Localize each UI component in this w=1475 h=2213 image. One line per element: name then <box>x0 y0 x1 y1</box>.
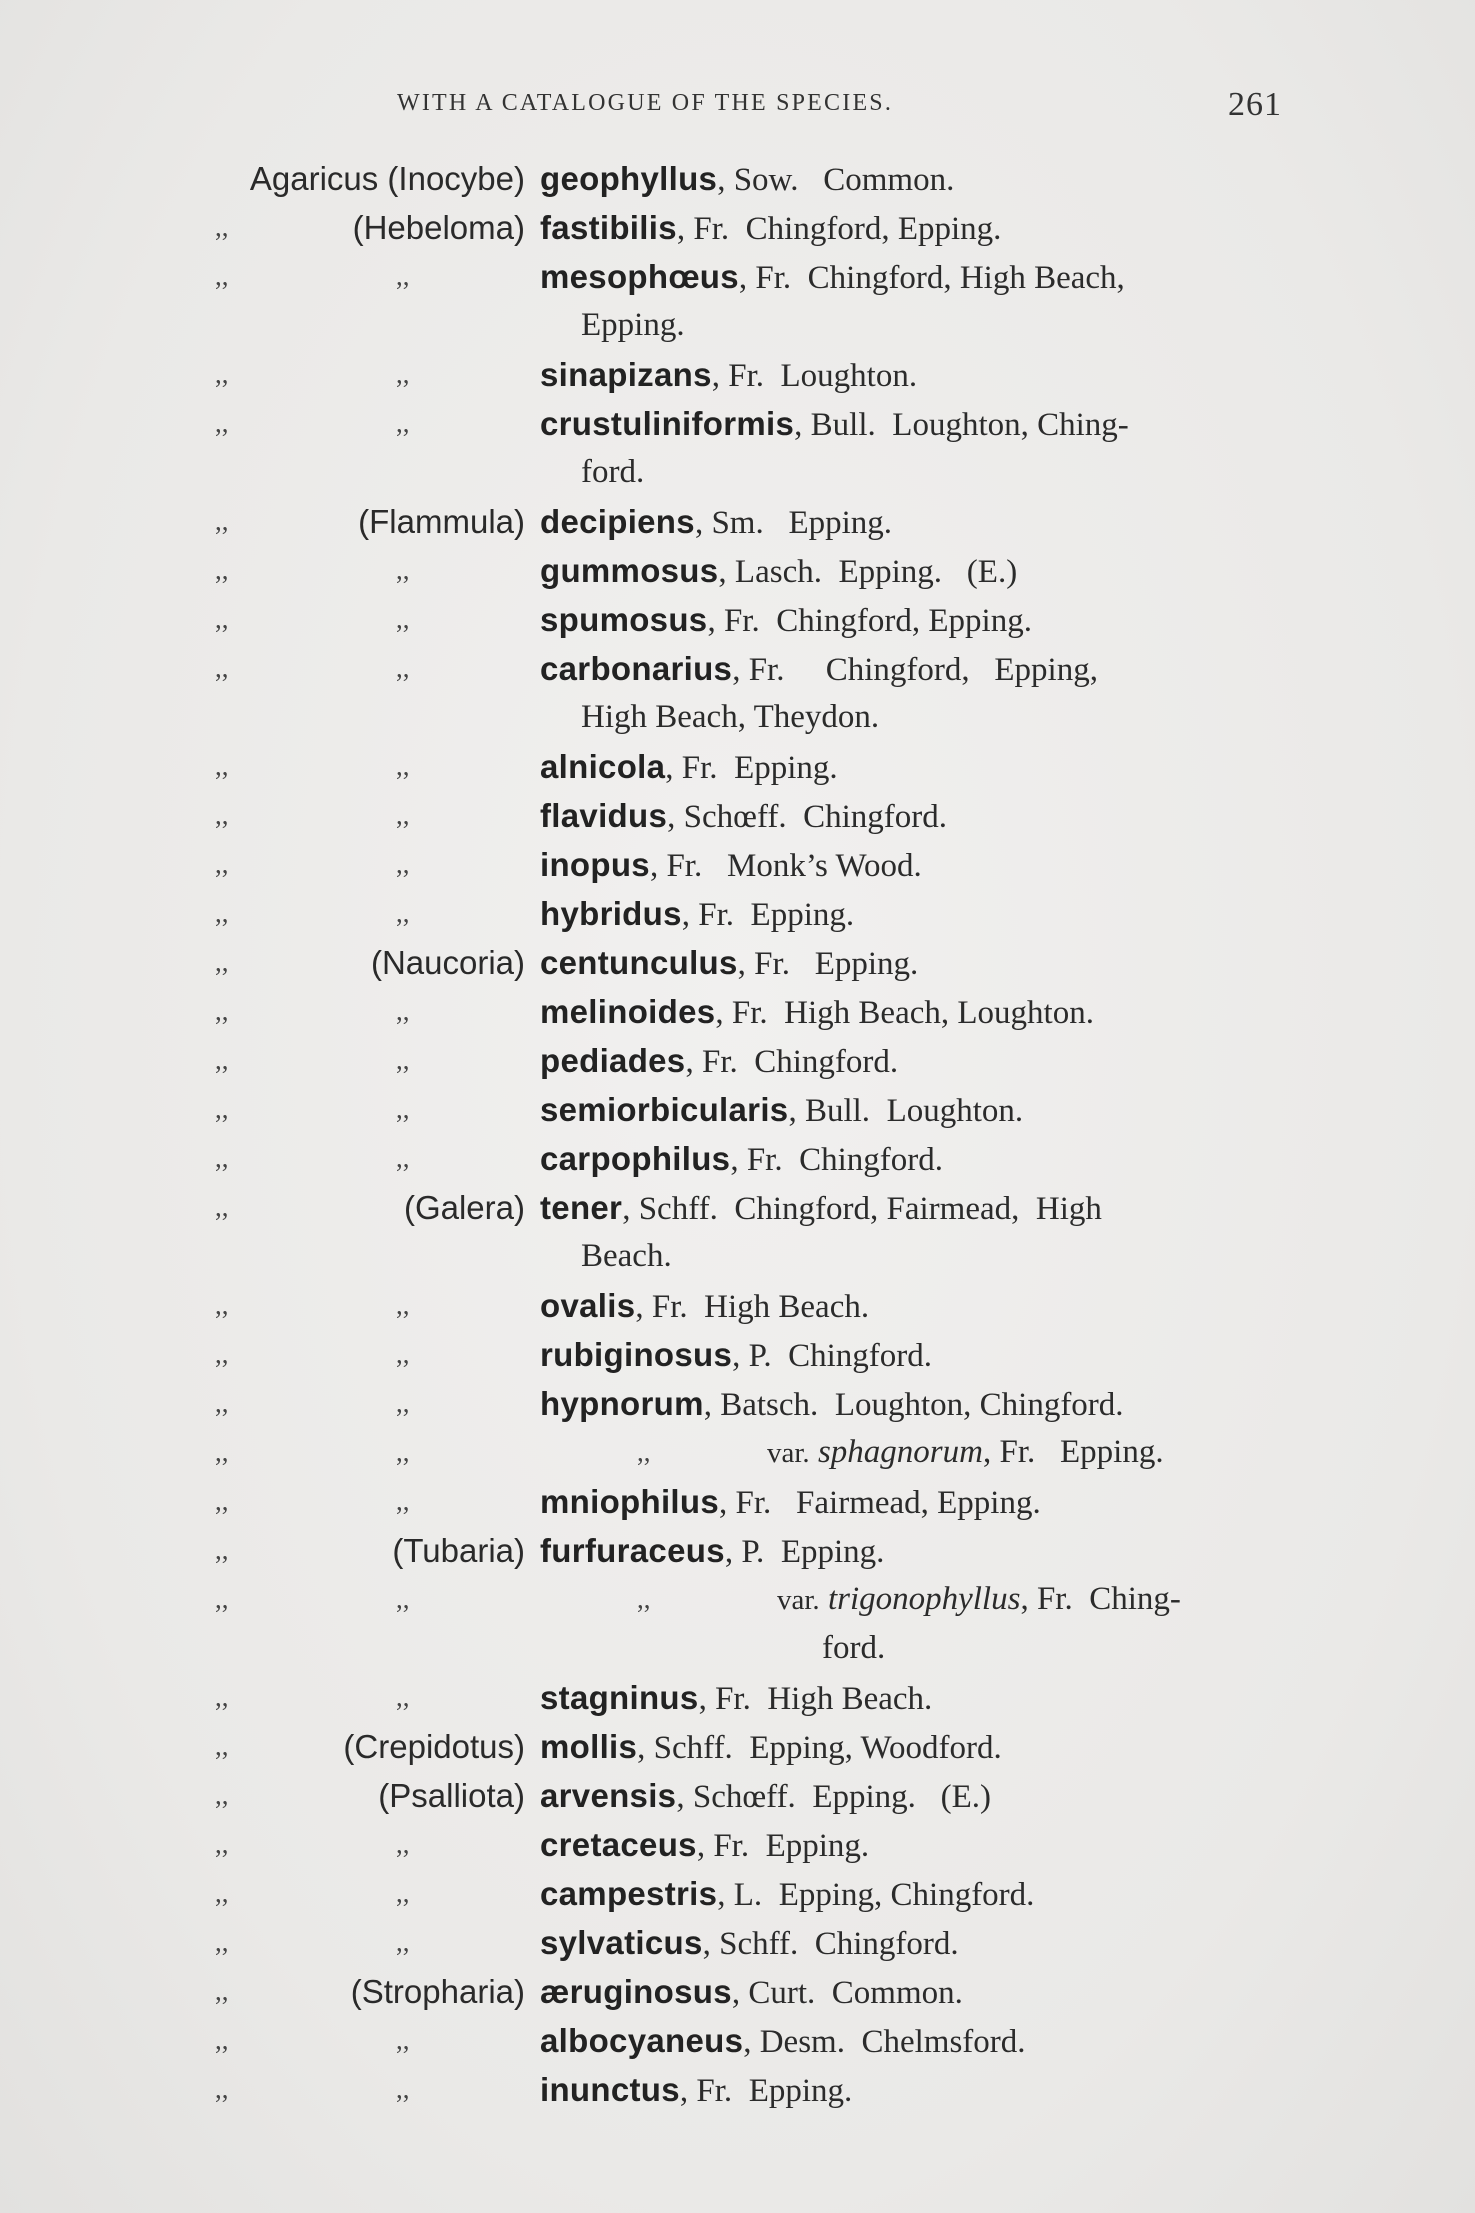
spacer <box>845 2024 862 2060</box>
author-citation: , Sow. <box>717 162 799 198</box>
locality-text: Chingford. <box>803 799 947 835</box>
locality-text: Common. <box>823 162 955 198</box>
species-name: cretaceus <box>540 1826 697 1863</box>
ditto-mark: ,, <box>396 898 410 928</box>
continuation-text: ford. <box>822 1630 886 1666</box>
species-name: carbonarius <box>540 650 733 687</box>
variety-label: var. <box>777 1584 820 1616</box>
author-citation: , Desm. <box>743 2024 845 2060</box>
spacer <box>771 1485 796 1521</box>
species-entry <box>540 258 1125 297</box>
spacer <box>764 358 781 394</box>
species-name: tener <box>540 1189 623 1226</box>
ditto-mark: ,, <box>396 1143 410 1173</box>
catalogue-entry <box>0 503 1475 552</box>
species-entry <box>540 993 1094 1032</box>
author-citation: , Fr. <box>732 652 785 688</box>
catalogue-entry <box>0 1728 1475 1777</box>
species-entry <box>540 748 838 787</box>
locality-text: Chingford, Fairmead, High <box>734 1191 1102 1227</box>
spacer <box>815 1975 832 2011</box>
species-entry <box>540 2071 852 2110</box>
genus-name: (Psalliota) <box>378 1777 525 1814</box>
spacer <box>732 2073 749 2109</box>
species-name: albocyaneus <box>540 2022 744 2059</box>
species-entry <box>540 1483 1041 1522</box>
catalogue-entry <box>0 1189 1475 1238</box>
spacer <box>738 1044 755 1080</box>
species-entry <box>540 1189 1102 1228</box>
author-citation: , Schœff. <box>676 1779 796 1815</box>
species-entry <box>540 160 954 199</box>
species-entry <box>540 209 1001 248</box>
catalogue-entry <box>0 1385 1475 1434</box>
catalogue-entry <box>0 895 1475 944</box>
author-citation: , Fr. <box>715 995 768 1031</box>
species-name: rubiginosus <box>540 1336 733 1373</box>
spacer <box>764 505 789 541</box>
species-entry <box>540 1287 869 1326</box>
ditto-mark: ,, <box>215 1535 229 1565</box>
author-citation: , L. <box>717 1877 763 1913</box>
page-number: 261 <box>1228 86 1282 123</box>
spacer <box>734 897 751 933</box>
species-name: gummosus <box>540 552 719 589</box>
catalogue-entry <box>0 1140 1475 1189</box>
species-name: spumosus <box>540 601 708 638</box>
catalogue-entry <box>0 405 1475 454</box>
author-citation: , Fr. <box>1020 1581 1073 1617</box>
author-citation: , Fr. <box>719 1485 772 1521</box>
locality-text: Loughton, Chingford. <box>834 1387 1124 1423</box>
species-entry <box>540 1679 932 1718</box>
catalogue-entry <box>0 258 1475 307</box>
locality-text: Epping. (E.) <box>812 1779 992 1815</box>
spacer <box>783 1142 800 1178</box>
author-citation: , Fr. <box>982 1434 1036 1470</box>
genus-name: (Tubaria) <box>392 1532 525 1569</box>
species-entry <box>540 1140 943 1179</box>
ditto-mark: ,, <box>215 1192 229 1222</box>
running-head: WITH A CATALOGUE OF THE SPECIES. <box>397 90 894 116</box>
species-entry <box>540 1042 898 1081</box>
spacer <box>1035 1434 1060 1470</box>
species-name: inopus <box>540 846 650 883</box>
author-citation: , Bull. <box>794 407 876 443</box>
catalogue-entry <box>0 601 1475 650</box>
species-entry <box>540 1973 963 2012</box>
spacer <box>787 799 804 835</box>
author-citation: , Batsch. <box>703 1387 819 1423</box>
species-entry <box>777 1581 1181 1618</box>
spacer <box>796 1779 813 1815</box>
catalogue-entry <box>0 1581 1475 1630</box>
ditto-mark: ,, <box>215 212 229 242</box>
locality-text: Chingford, Epping, <box>825 652 1098 688</box>
continuation-text: Beach. <box>581 1238 672 1274</box>
catalogue-entry <box>0 1973 1475 2022</box>
locality-text: Chingford. <box>799 1142 944 1178</box>
ditto-mark: ,, <box>396 1486 410 1516</box>
locality-text: Loughton, Ching- <box>892 407 1129 443</box>
species-name: arvensis <box>540 1777 677 1814</box>
locality-text: Epping. <box>780 1534 885 1570</box>
ditto-mark: ,, <box>396 2074 410 2104</box>
ditto-mark: ,, <box>215 1339 229 1369</box>
ditto-mark: ,, <box>396 1927 410 1957</box>
spacer <box>688 1289 705 1325</box>
genus-name: (Flammula) <box>358 503 525 540</box>
ditto-mark: ,, <box>215 506 229 536</box>
ditto-mark: ,, <box>215 1388 229 1418</box>
species-catalogue <box>0 160 1475 2120</box>
ditto-mark: ,, <box>396 1388 410 1418</box>
catalogue-entry <box>0 1287 1475 1336</box>
continuation-text: Epping. <box>581 307 685 343</box>
species-name: campestris <box>540 1875 718 1912</box>
species-name: sylvaticus <box>540 1924 703 1961</box>
species-entry <box>540 503 892 542</box>
page-header <box>0 86 1475 123</box>
ditto-mark: ,, <box>215 996 229 1026</box>
entry-continuation-line <box>0 454 1475 503</box>
species-name: fastibilis <box>540 209 677 246</box>
ditto-mark: ,, <box>396 359 410 389</box>
ditto-mark: ,, <box>215 2025 229 2055</box>
catalogue-entry <box>0 1875 1475 1924</box>
author-citation: , Schff. <box>622 1191 718 1227</box>
spacer <box>764 1534 781 1570</box>
ditto-mark: ,, <box>215 1094 229 1124</box>
locality-text: Epping, Woodford. <box>749 1730 1002 1766</box>
species-name: semiorbicularis <box>540 1091 789 1128</box>
ditto-mark: ,, <box>215 751 229 781</box>
ditto-mark: ,, <box>215 1486 229 1516</box>
spacer <box>718 1191 735 1227</box>
ditto-mark: ,, <box>396 1437 410 1467</box>
variety-name: trigonophyllus <box>827 1581 1021 1617</box>
catalogue-entry <box>0 1532 1475 1581</box>
catalogue-entry <box>0 797 1475 846</box>
catalogue-entry <box>0 1336 1475 1385</box>
ditto-mark: ,, <box>215 1682 229 1712</box>
ditto-mark: ,, <box>215 849 229 879</box>
species-entry <box>540 1336 932 1375</box>
author-citation: , Fr. <box>698 1681 751 1717</box>
spacer <box>791 260 808 296</box>
locality-text: Monk’s Wood. <box>726 848 922 884</box>
ditto-mark: ,, <box>215 1143 229 1173</box>
ditto-mark: ,, <box>396 800 410 830</box>
spacer <box>718 750 735 786</box>
species-name: stagninus <box>540 1679 699 1716</box>
ditto-mark: ,, <box>215 1290 229 1320</box>
species-entry <box>540 1385 1124 1424</box>
catalogue-entry <box>0 2022 1475 2071</box>
author-citation: , Schœff. <box>667 799 787 835</box>
entry-continuation-line <box>0 307 1475 356</box>
spacer <box>1073 1581 1090 1617</box>
spacer <box>702 848 727 884</box>
locality-text: Epping. <box>748 2073 853 2109</box>
locality-text: Loughton. <box>780 358 918 394</box>
spacer <box>733 1730 750 1766</box>
species-entry <box>540 895 854 934</box>
author-citation: , Fr. <box>665 750 718 786</box>
spacer <box>762 1877 779 1913</box>
catalogue-entry <box>0 356 1475 405</box>
species-entry <box>540 1875 1034 1914</box>
locality-text: Epping. <box>765 1828 870 1864</box>
ditto-mark: ,, <box>396 849 410 879</box>
genus-name: (Galera) <box>403 1189 525 1226</box>
locality-text: Common. <box>831 1975 963 2011</box>
species-name: centunculus <box>540 944 738 981</box>
ditto-mark: ,, <box>215 1976 229 2006</box>
genus-name: (Naucoria) <box>370 944 525 981</box>
locality-text: Chelmsford. <box>861 2024 1026 2060</box>
species-entry <box>540 650 1098 689</box>
ditto-mark: ,, <box>396 1094 410 1124</box>
ditto-mark: ,, <box>215 261 229 291</box>
species-name: mniophilus <box>540 1483 719 1520</box>
locality-text: High Beach, Loughton. <box>784 995 1094 1031</box>
species-entry <box>540 405 1129 444</box>
author-citation: , Sm. <box>694 505 764 541</box>
species-name: hybridus <box>540 895 682 932</box>
author-citation: , Fr. <box>737 946 790 982</box>
species-name: alnicola <box>540 748 666 785</box>
entry-continuation-line <box>0 1630 1475 1679</box>
species-name: mesophœus <box>540 258 739 295</box>
catalogue-entry <box>0 650 1475 699</box>
species-entry <box>540 552 1017 591</box>
genus-name: (Crepidotus) <box>343 1728 525 1765</box>
species-name: furfuraceus <box>540 1532 725 1569</box>
ditto-mark: ,, <box>215 1829 229 1859</box>
spacer <box>798 1926 815 1962</box>
species-name: hypnorum <box>540 1385 704 1422</box>
catalogue-entry <box>0 2071 1475 2120</box>
locality-text: Epping. <box>750 897 855 933</box>
catalogue-entry <box>0 1924 1475 1973</box>
ditto-mark: ,, <box>396 996 410 1026</box>
spacer <box>818 1387 835 1423</box>
species-name: æruginosus <box>540 1973 732 2010</box>
species-entry <box>540 1826 869 1865</box>
species-entry <box>540 601 1032 640</box>
locality-text: Chingford. <box>754 1044 899 1080</box>
species-name: pediades <box>540 1042 686 1079</box>
ditto-mark: ,, <box>215 1878 229 1908</box>
catalogue-entry <box>0 944 1475 993</box>
ditto-mark: ,, <box>637 1584 651 1614</box>
author-citation: , Fr. <box>711 358 765 394</box>
catalogue-entry <box>0 1483 1475 1532</box>
ditto-mark: ,, <box>215 1927 229 1957</box>
ditto-mark: ,, <box>215 359 229 389</box>
catalogue-entry <box>0 1434 1475 1483</box>
locality-text: Chingford. <box>788 1338 933 1374</box>
species-name: mollis <box>540 1728 638 1765</box>
spacer <box>876 407 893 443</box>
author-citation: , Fr. <box>676 211 730 247</box>
author-citation: , Fr. <box>696 1828 750 1864</box>
author-citation: , Lasch. <box>718 554 822 590</box>
species-entry <box>540 1728 1002 1767</box>
ditto-mark: ,, <box>215 604 229 634</box>
locality-text: Ching- <box>1089 1581 1181 1617</box>
catalogue-entry <box>0 1091 1475 1140</box>
species-entry <box>540 1777 991 1816</box>
catalogue-entry <box>0 1679 1475 1728</box>
species-entry <box>540 846 922 885</box>
ditto-mark: ,, <box>396 1584 410 1614</box>
author-citation: , Fr. <box>707 603 760 639</box>
ditto-mark: ,, <box>215 1731 229 1761</box>
locality-text: Epping, Chingford. <box>778 1877 1035 1913</box>
species-name: flavidus <box>540 797 668 834</box>
ditto-mark: ,, <box>396 1682 410 1712</box>
spacer <box>729 211 746 247</box>
catalogue-entry <box>0 846 1475 895</box>
locality-text: Chingford, High Beach, <box>807 260 1125 296</box>
species-entry <box>767 1434 1164 1471</box>
catalogue-entry <box>0 1826 1475 1875</box>
catalogue-entry <box>0 160 1475 209</box>
author-citation: , Fr. <box>649 848 703 884</box>
locality-text: Chingford. <box>814 1926 959 1962</box>
species-entry <box>540 1924 959 1963</box>
author-citation: , Schff. <box>702 1926 799 1962</box>
species-name: geophyllus <box>540 160 718 197</box>
ditto-mark: ,, <box>396 1829 410 1859</box>
ditto-mark: ,, <box>215 1437 229 1467</box>
genus-name: Agaricus (Inocybe) <box>249 160 525 197</box>
ditto-mark: ,, <box>215 2074 229 2104</box>
catalogue-entry <box>0 1777 1475 1826</box>
genus-name: (Hebeloma) <box>352 209 525 246</box>
spacer <box>749 1828 766 1864</box>
ditto-mark: ,, <box>396 555 410 585</box>
species-entry <box>540 1091 1023 1130</box>
ditto-mark: ,, <box>396 1290 410 1320</box>
author-citation: , Bull. <box>788 1093 871 1129</box>
entry-continuation-line <box>0 1238 1475 1287</box>
locality-text: Epping. <box>814 946 919 982</box>
author-citation: , Fr. <box>635 1289 688 1325</box>
ditto-mark: ,, <box>396 1878 410 1908</box>
ditto-mark: ,, <box>396 2025 410 2055</box>
catalogue-entry <box>0 993 1475 1042</box>
spacer <box>870 1093 887 1129</box>
locality-text: Loughton. <box>886 1093 1024 1129</box>
ditto-mark: ,, <box>396 604 410 634</box>
ditto-mark: ,, <box>215 1780 229 1810</box>
author-citation: , Fr. <box>685 1044 738 1080</box>
species-name: sinapizans <box>540 356 712 393</box>
species-entry <box>540 2022 1026 2061</box>
catalogue-entry <box>0 209 1475 258</box>
species-name: melinoides <box>540 993 716 1030</box>
species-name: ovalis <box>540 1287 636 1324</box>
species-name: carpophilus <box>540 1140 731 1177</box>
spacer <box>760 603 777 639</box>
author-citation: , Curt. <box>731 1975 816 2011</box>
spacer <box>798 162 823 198</box>
entry-continuation-line <box>0 699 1475 748</box>
ditto-mark: ,, <box>215 1045 229 1075</box>
ditto-mark: ,, <box>396 1339 410 1369</box>
author-citation: , Schff. <box>637 1730 733 1766</box>
genus-name: (Stropharia) <box>350 1973 525 2010</box>
ditto-mark: ,, <box>215 947 229 977</box>
variety-name: sphagnorum <box>817 1434 983 1470</box>
author-citation: , Fr. <box>679 2073 733 2109</box>
author-citation: , Fr. <box>681 897 735 933</box>
species-entry <box>540 944 918 983</box>
spacer <box>822 554 839 590</box>
author-citation: , Fr. <box>730 1142 783 1178</box>
ditto-mark: ,, <box>215 653 229 683</box>
ditto-mark: ,, <box>637 1437 651 1467</box>
spacer <box>768 995 785 1031</box>
locality-text: Epping. <box>1060 1434 1164 1470</box>
catalogue-entry <box>0 552 1475 601</box>
author-citation: , Fr. <box>738 260 792 296</box>
continuation-text: ford. <box>581 454 645 490</box>
locality-text: High Beach. <box>767 1681 933 1717</box>
author-citation: , P. <box>732 1338 772 1374</box>
locality-text: Epping. <box>734 750 838 786</box>
ditto-mark: ,, <box>396 408 410 438</box>
ditto-mark: ,, <box>215 408 229 438</box>
species-entry <box>540 356 917 395</box>
species-name: crustuliniformis <box>540 405 795 442</box>
locality-text: Epping. (E.) <box>838 554 1018 590</box>
species-name: decipiens <box>540 503 695 540</box>
species-entry <box>540 797 947 836</box>
catalogue-entry <box>0 1042 1475 1091</box>
author-citation: , P. <box>724 1534 765 1570</box>
ditto-mark: ,, <box>396 653 410 683</box>
species-entry <box>540 1532 884 1571</box>
locality-text: Fairmead, Epping. <box>796 1485 1041 1521</box>
ditto-mark: ,, <box>215 555 229 585</box>
ditto-mark: ,, <box>396 261 410 291</box>
locality-text: Chingford, Epping. <box>745 211 1002 247</box>
ditto-mark: ,, <box>396 751 410 781</box>
species-name: inunctus <box>540 2071 680 2108</box>
catalogue-entry <box>0 748 1475 797</box>
spacer <box>790 946 815 982</box>
spacer <box>772 1338 789 1374</box>
locality-text: Chingford, Epping. <box>776 603 1032 639</box>
locality-text: High Beach. <box>704 1289 870 1325</box>
ditto-mark: ,, <box>215 898 229 928</box>
spacer <box>751 1681 768 1717</box>
locality-text: Epping. <box>788 505 893 541</box>
variety-label: var. <box>767 1437 810 1469</box>
continuation-text: High Beach, Theydon. <box>581 699 880 735</box>
spacer <box>784 652 825 688</box>
ditto-mark: ,, <box>396 1045 410 1075</box>
ditto-mark: ,, <box>215 1584 229 1614</box>
ditto-mark: ,, <box>215 800 229 830</box>
